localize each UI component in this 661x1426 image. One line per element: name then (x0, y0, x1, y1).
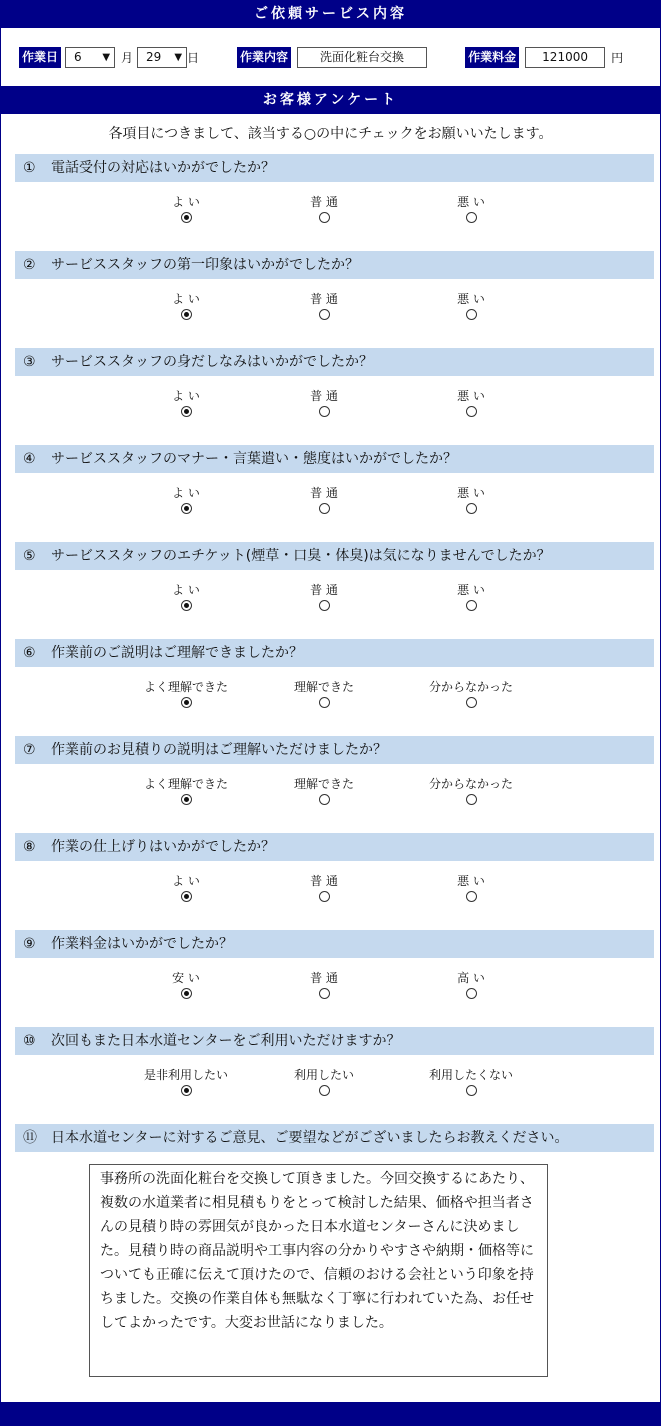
answer-option[interactable] (416, 291, 526, 323)
answer-option[interactable] (131, 970, 241, 1002)
day-select[interactable] (137, 47, 187, 68)
option-label: よ い (172, 874, 200, 888)
question-heading (15, 348, 654, 376)
month-unit: 月 (121, 50, 134, 65)
radio-button[interactable] (319, 212, 330, 223)
question-1 (7, 154, 654, 251)
option-label: 普 通 (310, 583, 338, 597)
question-4 (7, 445, 654, 542)
question-text: サービススタッフのマナー・言葉遣い・態度はいかがでしたか？ (51, 451, 457, 467)
option-label: よ い (172, 292, 200, 306)
question-heading (15, 833, 654, 861)
answer-option[interactable] (269, 873, 379, 905)
content-field[interactable]: 洗面化粧台交換 (297, 47, 427, 68)
option-label: よ い (172, 195, 200, 209)
radio-button[interactable] (181, 212, 192, 223)
radio-button[interactable] (319, 891, 330, 902)
question-number: ③ (23, 354, 36, 370)
answer-option[interactable] (416, 194, 526, 226)
chevron-down-icon: ▼ (102, 51, 111, 63)
answer-option[interactable] (269, 582, 379, 614)
option-label: 理解できた (293, 680, 354, 694)
option-label: 悪 い (457, 486, 485, 500)
question-heading (15, 542, 654, 570)
answer-option[interactable] (416, 679, 526, 711)
radio-button[interactable] (319, 988, 330, 999)
question-text: 日本水道センターに対するご意見、ご要望などがございましたらお教えください。 (51, 1130, 569, 1146)
option-label: 安 い (172, 971, 200, 985)
content-label: 作業内容 (237, 47, 291, 68)
radio-button[interactable] (181, 794, 192, 805)
question-number: ⑩ (23, 1033, 36, 1049)
question-6 (7, 639, 654, 736)
question-number: ⑨ (23, 936, 36, 952)
answer-option[interactable] (269, 194, 379, 226)
answer-option[interactable] (269, 485, 379, 517)
day-value: 29 (146, 50, 162, 64)
answer-option[interactable] (416, 582, 526, 614)
service-details (1, 28, 660, 86)
chevron-down-icon: ▼ (174, 51, 183, 63)
question-number: ⑪ (23, 1130, 37, 1146)
question-8 (7, 833, 654, 930)
radio-button[interactable] (181, 309, 192, 320)
question-2 (7, 251, 654, 348)
option-label: よく理解できた (143, 777, 228, 791)
comment-textarea[interactable]: 事務所の洗面化粧台を交換して頂きました。今回交換するにあたり、複数の水道業者に相見積もりをとって検討した結果、価格や担当者さんの見積り時の雰囲気が良かった日本水道センターさんに決めました。見積り時の商品説明や工事内容の分かりやすさや納期・価格等についても正確に伝えて頂けたので、信頼のおける会社という印象を持ちました。交換の作業自体も無駄なく丁寧に行われていた為、お任せしてよかったです。大変お世話になりました。 (89, 1164, 548, 1377)
question-number: ⑧ (23, 839, 36, 855)
radio-button[interactable] (319, 697, 330, 708)
question-text: 作業前のご説明はご理解できましたか？ (51, 645, 303, 661)
survey-intro: 各項目につきまして、該当する○の中にチェックをお願いいたします。 (108, 126, 553, 142)
question-number: ④ (23, 451, 36, 467)
question-heading (15, 1027, 654, 1055)
option-label: よ い (172, 486, 200, 500)
answer-option[interactable] (131, 873, 241, 905)
question-text: 作業料金はいかがでしたか？ (51, 936, 233, 952)
question-11 (7, 1124, 654, 1152)
option-label: 分からなかった (428, 680, 513, 694)
radio-button[interactable] (181, 600, 192, 611)
answer-options (7, 1055, 654, 1124)
option-label: 普 通 (310, 874, 338, 888)
answer-option[interactable] (131, 679, 241, 711)
answer-option[interactable] (416, 485, 526, 517)
answer-option[interactable] (416, 1067, 526, 1099)
radio-button[interactable] (466, 406, 477, 417)
radio-button[interactable] (466, 891, 477, 902)
radio-button[interactable] (319, 600, 330, 611)
question-number: ② (23, 257, 36, 273)
radio-button[interactable] (181, 1085, 192, 1096)
answer-option[interactable] (131, 1067, 241, 1099)
question-number: ⑦ (23, 742, 36, 758)
answer-options (7, 667, 654, 736)
radio-button[interactable] (181, 891, 192, 902)
month-select[interactable] (65, 47, 115, 68)
answer-option[interactable] (269, 291, 379, 323)
answer-option[interactable] (269, 970, 379, 1002)
question-text: 作業の仕上げりはいかがでしたか？ (51, 839, 275, 855)
radio-button[interactable] (181, 988, 192, 999)
option-label: 普 通 (310, 389, 338, 403)
answer-option[interactable] (131, 485, 241, 517)
question-5 (7, 542, 654, 639)
answer-options (7, 473, 654, 542)
answer-option[interactable] (416, 776, 526, 808)
answer-option[interactable] (131, 582, 241, 614)
question-heading (15, 1124, 654, 1152)
option-label: 普 通 (310, 971, 338, 985)
question-7 (7, 736, 654, 833)
question-text: サービススタッフの身だしなみはいかがでしたか？ (51, 354, 373, 370)
footer-band (1, 1402, 660, 1426)
question-3 (7, 348, 654, 445)
fee-field[interactable]: 121000 (525, 47, 605, 68)
option-label: 悪 い (457, 292, 485, 306)
option-label: 普 通 (310, 486, 338, 500)
question-text: サービススタッフのエチケット(煙草・口臭・体臭)は気になりませんでしたか？ (51, 548, 551, 564)
fee-unit: 円 (611, 50, 624, 65)
radio-button[interactable] (319, 1085, 330, 1096)
answer-option[interactable] (416, 970, 526, 1002)
answer-options (7, 376, 654, 445)
option-label: 分からなかった (428, 777, 513, 791)
answer-option[interactable] (131, 291, 241, 323)
radio-button[interactable] (319, 794, 330, 805)
question-heading (15, 930, 654, 958)
radio-button[interactable] (466, 794, 477, 805)
answer-options (7, 861, 654, 930)
radio-button[interactable] (181, 503, 192, 514)
answer-option[interactable] (131, 776, 241, 808)
option-label: よ い (172, 583, 200, 597)
radio-button[interactable] (319, 406, 330, 417)
answer-options (7, 958, 654, 1027)
answer-option[interactable] (131, 388, 241, 420)
answer-option[interactable] (416, 873, 526, 905)
answer-options (7, 279, 654, 348)
radio-button[interactable] (466, 697, 477, 708)
question-heading (15, 639, 654, 667)
answer-option[interactable] (269, 776, 379, 808)
option-label: 悪 い (457, 389, 485, 403)
radio-button[interactable] (466, 988, 477, 999)
question-number: ⑤ (23, 548, 36, 564)
option-label: 悪 い (457, 874, 485, 888)
radio-button[interactable] (466, 212, 477, 223)
question-text: 電話受付の対応はいかがでしたか？ (51, 160, 275, 176)
option-label: 高 い (457, 971, 485, 985)
option-label: 悪 い (457, 583, 485, 597)
option-label: 理解できた (293, 777, 354, 791)
answer-option[interactable] (269, 679, 379, 711)
answer-option[interactable] (269, 1067, 379, 1099)
answer-options (7, 764, 654, 833)
option-label: 是非利用したい (143, 1068, 228, 1082)
radio-button[interactable] (181, 406, 192, 417)
question-9 (7, 930, 654, 1027)
answer-option[interactable] (131, 194, 241, 226)
question-heading (15, 154, 654, 182)
radio-button[interactable] (466, 1085, 477, 1096)
radio-button[interactable] (319, 309, 330, 320)
option-label: よく理解できた (143, 680, 228, 694)
question-list (1, 154, 660, 1124)
radio-button[interactable] (319, 503, 330, 514)
service-header: ご依頼サービス内容 (1, 0, 660, 28)
option-label: 利用したい (293, 1068, 354, 1082)
date-label: 作業日 (19, 47, 61, 68)
radio-button[interactable] (466, 503, 477, 514)
survey-header: お客様アンケート (1, 86, 660, 114)
question-number: ⑥ (23, 645, 36, 661)
question-heading (15, 736, 654, 764)
option-label: よ い (172, 389, 200, 403)
question-number: ① (23, 160, 36, 176)
radio-button[interactable] (466, 309, 477, 320)
option-label: 悪 い (457, 195, 485, 209)
question-text: サービススタッフの第一印象はいかがでしたか？ (51, 257, 359, 273)
question-text: 次回もまた日本水道センターをご利用いただけますか？ (51, 1033, 401, 1049)
option-label: 普 通 (310, 195, 338, 209)
question-heading (15, 445, 654, 473)
answer-option[interactable] (416, 388, 526, 420)
radio-button[interactable] (466, 600, 477, 611)
question-heading (15, 251, 654, 279)
question-10 (7, 1027, 654, 1124)
fee-label: 作業料金 (465, 47, 519, 68)
radio-button[interactable] (181, 697, 192, 708)
option-label: 普 通 (310, 292, 338, 306)
question-text: 作業前のお見積りの説明はご理解いただけましたか？ (51, 742, 387, 758)
answer-option[interactable] (269, 388, 379, 420)
option-label: 利用したくない (428, 1068, 513, 1082)
month-value: 6 (74, 50, 82, 64)
answer-options (7, 182, 654, 251)
answer-options (7, 570, 654, 639)
day-unit: 日 (187, 50, 200, 65)
